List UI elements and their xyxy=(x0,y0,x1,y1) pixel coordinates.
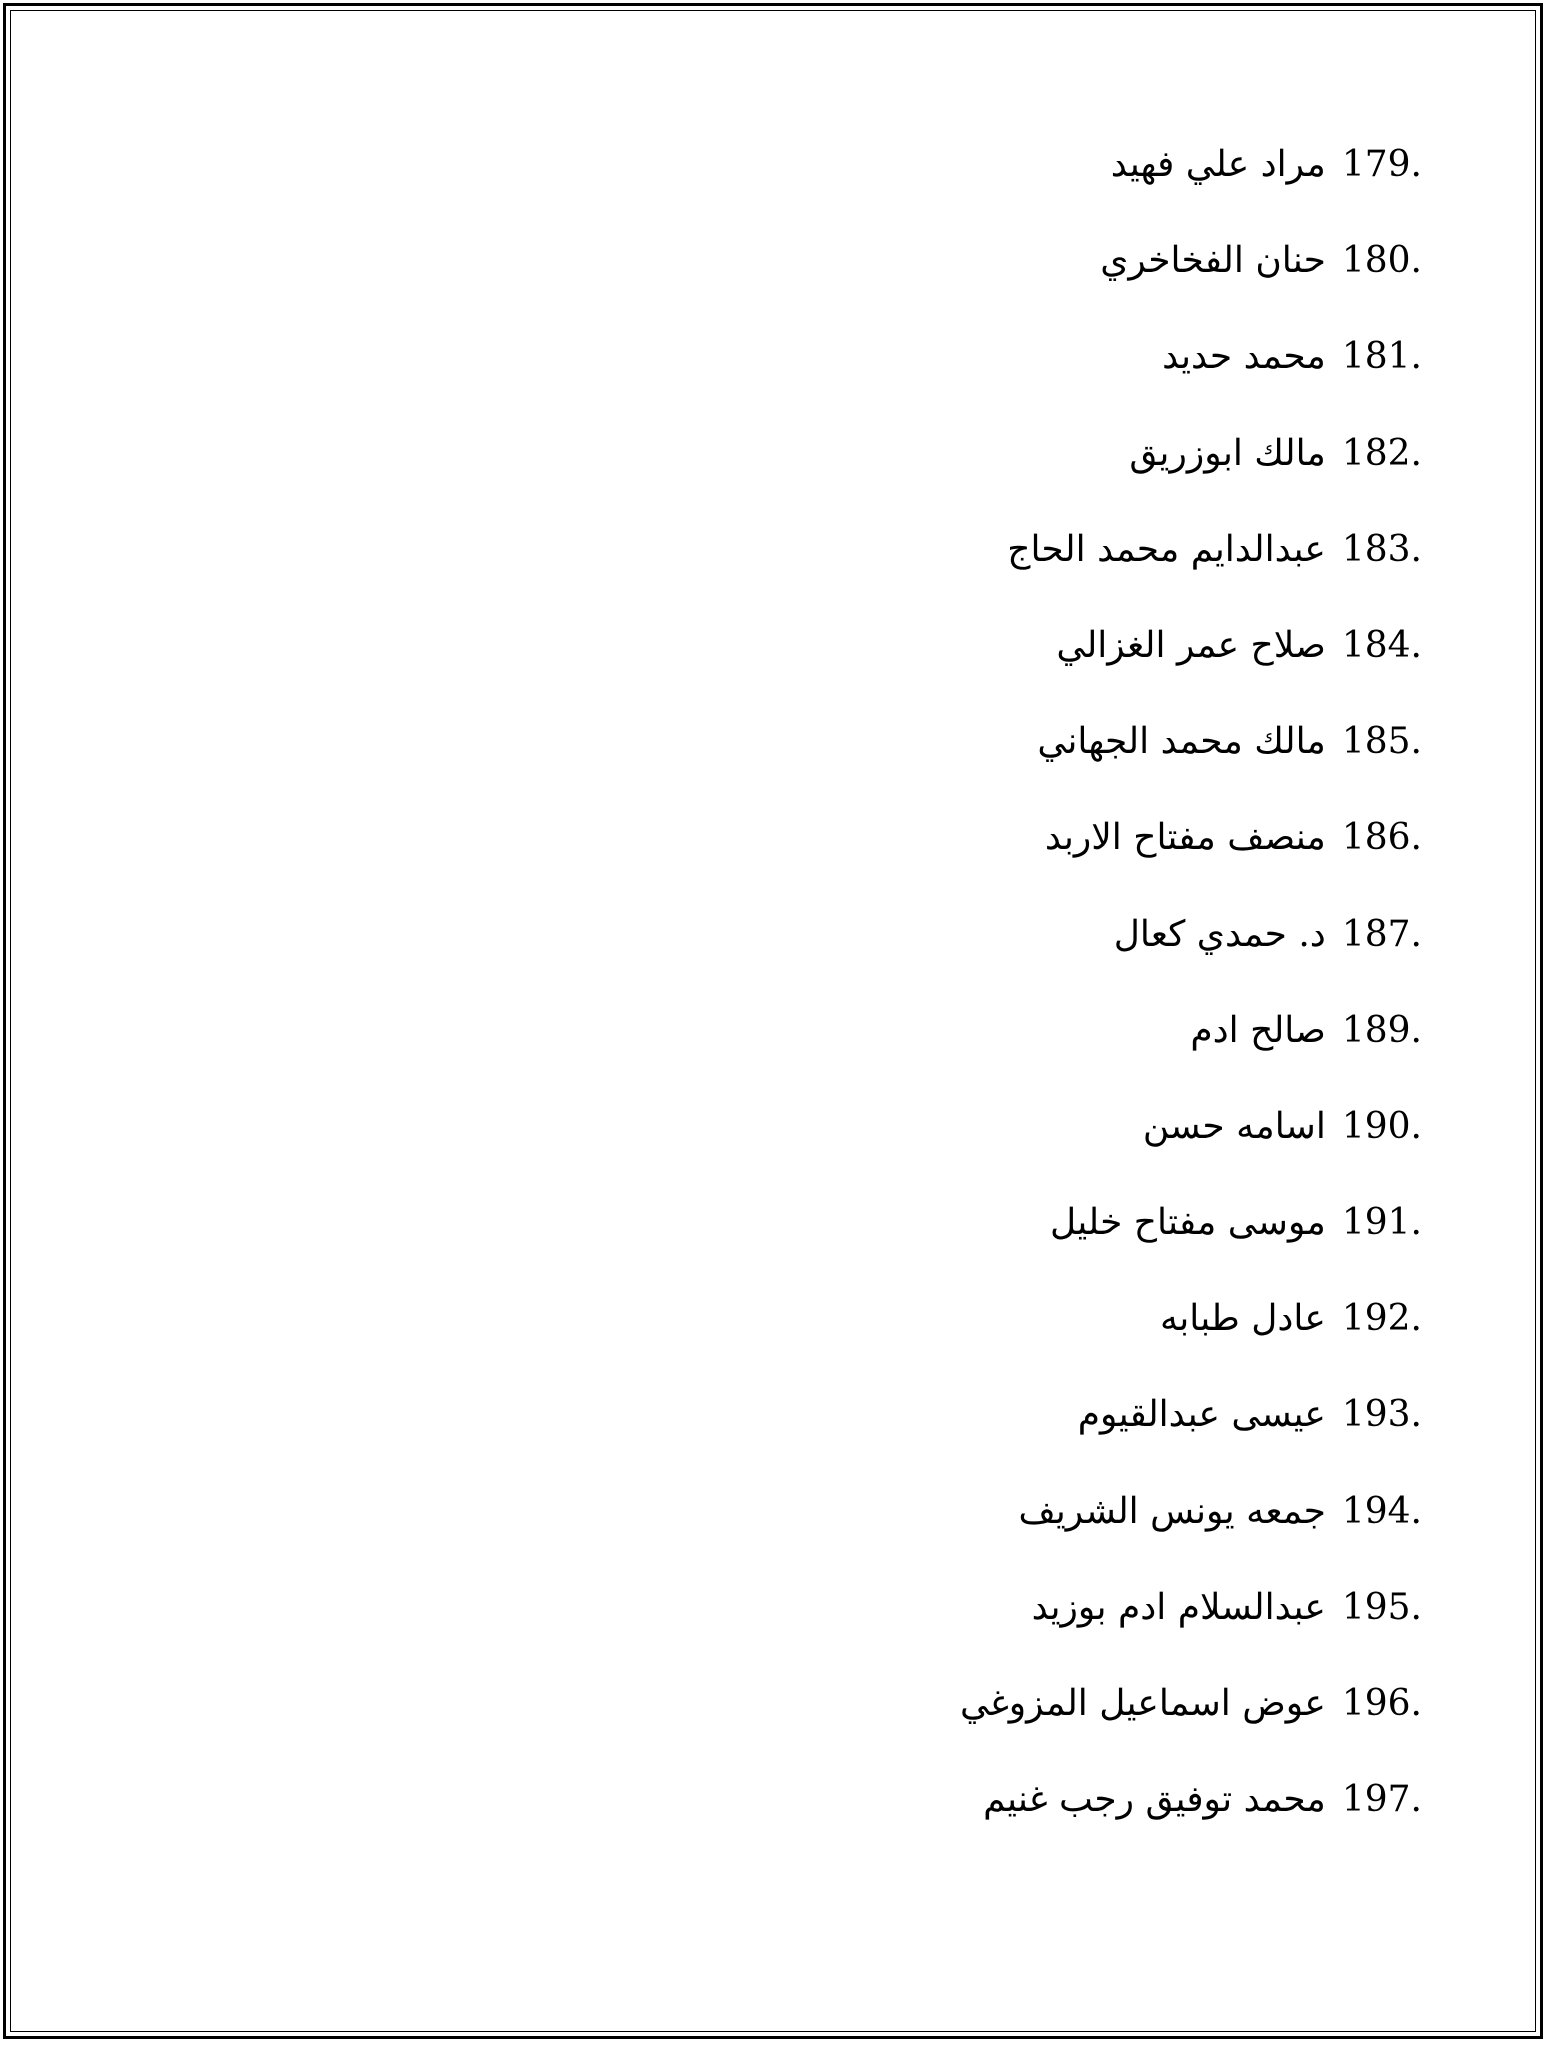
item-number: 197. xyxy=(1341,1779,1422,1821)
item-name: اسامه حسن xyxy=(1142,1105,1326,1147)
item-name: صلاح عمر الغزالي xyxy=(1056,624,1326,666)
item-name: عبدالسلام ادم بوزيد xyxy=(1031,1586,1326,1628)
list-item xyxy=(522,1676,1422,1772)
item-name: عيسى عبدالقيوم xyxy=(1077,1394,1326,1436)
item-name: محمد حديد xyxy=(1162,336,1326,378)
item-number: 190. xyxy=(1341,1105,1422,1147)
item-number: 183. xyxy=(1341,528,1422,570)
item-name: د. حمدي كعال xyxy=(1113,913,1326,955)
item-number: 180. xyxy=(1341,240,1422,282)
list-item xyxy=(522,1195,1422,1291)
item-number: 181. xyxy=(1341,336,1422,378)
list-item xyxy=(522,714,1422,810)
item-name: عوض اسماعيل المزوغي xyxy=(959,1683,1326,1724)
item-number: 194. xyxy=(1341,1490,1422,1532)
list-item xyxy=(522,1003,1422,1099)
item-name: صالح ادم xyxy=(1190,1009,1326,1051)
item-name: مراد علي فهيد xyxy=(1110,144,1326,185)
item-name: مالك ابوزريق xyxy=(1129,432,1326,474)
item-number: 185. xyxy=(1341,721,1422,763)
item-number: 186. xyxy=(1341,817,1422,859)
item-name: حنان الفخاخري xyxy=(1100,240,1326,282)
list-item xyxy=(522,1387,1422,1483)
item-number: 187. xyxy=(1341,913,1422,955)
list-item xyxy=(522,522,1422,618)
list-item xyxy=(522,810,1422,906)
list-item xyxy=(522,1772,1422,1868)
item-number: 195. xyxy=(1341,1586,1422,1628)
list-item xyxy=(522,426,1422,522)
list-item xyxy=(522,233,1422,329)
item-name: مالك محمد الجهاني xyxy=(1037,721,1326,763)
item-number: 179. xyxy=(1341,144,1422,185)
item-number: 193. xyxy=(1341,1394,1422,1436)
item-number: 191. xyxy=(1341,1202,1422,1244)
list-item xyxy=(522,1580,1422,1676)
item-number: 192. xyxy=(1341,1298,1422,1340)
item-name: موسى مفتاح خليل xyxy=(1050,1202,1326,1244)
item-number: 182. xyxy=(1341,432,1422,474)
item-number: 189. xyxy=(1341,1009,1422,1051)
list-item xyxy=(522,907,1422,1003)
list-item xyxy=(522,1484,1422,1580)
list-item xyxy=(522,618,1422,714)
list-item xyxy=(522,1099,1422,1195)
item-number: 196. xyxy=(1341,1683,1422,1724)
item-name: منصف مفتاح الاربد xyxy=(1044,817,1326,859)
item-name: جمعه يونس الشريف xyxy=(1018,1490,1326,1532)
item-name: محمد توفيق رجب غنيم xyxy=(983,1779,1326,1821)
item-name: عبدالدايم محمد الحاج xyxy=(1007,528,1326,570)
list-item xyxy=(522,329,1422,425)
item-number: 184. xyxy=(1341,624,1422,666)
list-item xyxy=(522,1291,1422,1387)
names-list xyxy=(522,137,1422,1868)
list-item xyxy=(522,137,1422,233)
item-name: عادل طبابه xyxy=(1159,1298,1326,1340)
